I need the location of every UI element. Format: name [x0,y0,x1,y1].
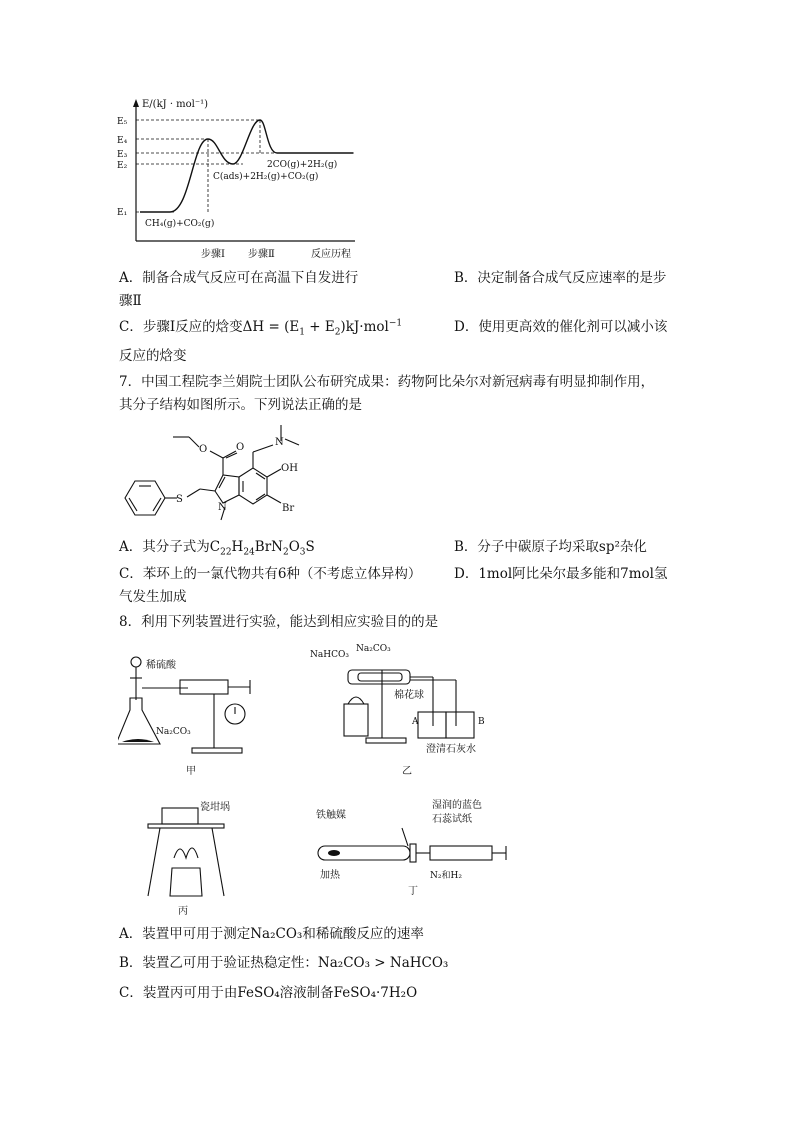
yi-nahco3-label: NaHCO₃ [310,650,349,660]
inner-tube [358,673,402,681]
y-axis-arrow [133,99,139,107]
level-e3: E₃ [117,150,128,160]
q7-stem-line2: 其分子结构如图所示。下列说法正确的是 [119,397,362,413]
yi-caption: 乙 [402,766,412,777]
syringe [180,680,228,694]
ding-catalyst-label: 铁触媒 [316,810,346,821]
level-e5: E₅ [117,117,128,127]
outer-tube [348,670,410,684]
apparatus-yi [308,640,508,780]
q7-option-c: C．苯环上的一氯代物共有6种（不考虑立体异构） [119,566,422,582]
yi-b-label: B [478,717,485,727]
q8-stem: 8．利用下列装置进行实验，能达到相应实验目的的是 [119,614,439,630]
q8-option-b: B．装置乙可用于验证热稳定性：Na₂CO₃ > NaHCO₃ [119,955,449,971]
x-axis-label: 反应历程 [311,249,351,260]
q7-stem-line1: 7．中国工程院李兰娟院士团队公布研究成果：药物阿比朵尔对新冠病毒有明显抑制作用， [119,374,655,390]
atom-o-ester: O [199,444,208,455]
arbidol-structure [115,415,325,533]
ding-heat-label: 加热 [320,870,340,881]
apparatus-ding [312,798,512,898]
atom-oh: OH [281,463,298,474]
bing-caption: 丙 [178,906,188,917]
q6-option-a: A．制备合成气反应可在高温下自发进行 [119,270,359,286]
q8-option-a: A．装置甲可用于测定Na₂CO₃和稀硫酸反应的速率 [119,926,424,942]
energy-diagram [115,95,365,265]
y-axis-label: E/(kJ · mol⁻¹) [142,99,209,110]
yi-a-label: A [412,717,419,727]
lamp [344,704,368,736]
label-mid: C(ads)+2H₂(g)+CO₂(g) [213,172,319,182]
q8-option-c: C．装置丙可用于由FeSO₄溶液制备FeSO₄·7H₂O [119,985,418,1001]
ding-gas-label: N₂和H₂ [430,871,462,881]
level-e2: E₂ [117,161,128,171]
q7-option-d-line1: D．1mol阿比朵尔最多能和7mol氢 [454,566,668,582]
flame [348,697,364,704]
ding-caption: 丁 [408,886,418,897]
label-start: CH₄(g)+CO₂(g) [145,219,215,229]
apparatus-bing [140,798,260,918]
step-1-label: 步骤Ⅰ [201,249,225,260]
q7-option-a: A．其分子式为$C_{22}H_{24}BrN_2O_3S$ [119,539,315,558]
atom-s: S [176,494,183,505]
yi-cotton-label: 棉花球 [394,690,424,701]
atom-n-amine: N [275,437,284,448]
level-e1: E₁ [117,208,128,218]
stopper [410,844,416,862]
q6-option-d-line2: 反应的焓变 [119,348,187,364]
beaker-a [418,712,446,738]
q6-option-b-line1: B．决定制备合成气反应速率的是步 [454,270,667,286]
label-end: 2CO(g)+2H₂(g) [267,160,338,170]
q6-option-c: C．步骤Ⅰ反应的焓变$\Delta H = (E_1 + E_2)kJ\cdot mol^{-1}$ [119,318,403,338]
ding-paper-label-2: 石蕊试纸 [432,814,472,825]
yi-na2co3-label: Na₂CO₃ [356,644,391,654]
flame [174,848,198,858]
syringe [430,846,492,860]
jia-acid-label: 稀硫酸 [146,660,176,671]
q6-option-b-line2: 骤Ⅱ [119,293,142,309]
step-2-label: 步骤Ⅱ [248,249,275,260]
pyrrole-ring [215,475,239,503]
crucible [162,808,198,824]
bing-crucible-label: 瓷坩埚 [200,802,230,813]
q7-option-d-line2: 气发生加成 [119,589,187,605]
beaker-b [446,712,474,738]
level-e4: E₄ [117,136,128,146]
triangle-support [148,824,224,828]
jia-caption: 甲 [186,766,196,777]
q6-option-d-line1: D．使用更高效的催化剂可以减小该 [454,319,668,335]
conical-flask [118,698,160,744]
atom-n-ring: N [218,502,227,513]
q7-option-b: B．分子中碳原子均采取sp²杂化 [454,539,647,555]
funnel-bulb [131,657,141,667]
atom-o-carbonyl: O [236,442,245,453]
jia-solid-label: Na₂CO₃ [156,727,191,737]
alcohol-lamp [170,868,202,896]
yi-limewater-label: 澄清石灰水 [426,744,476,755]
ding-paper-label-1: 湿润的蓝色 [432,800,482,811]
atom-br: Br [282,503,295,514]
apparatus-jia [118,640,268,780]
